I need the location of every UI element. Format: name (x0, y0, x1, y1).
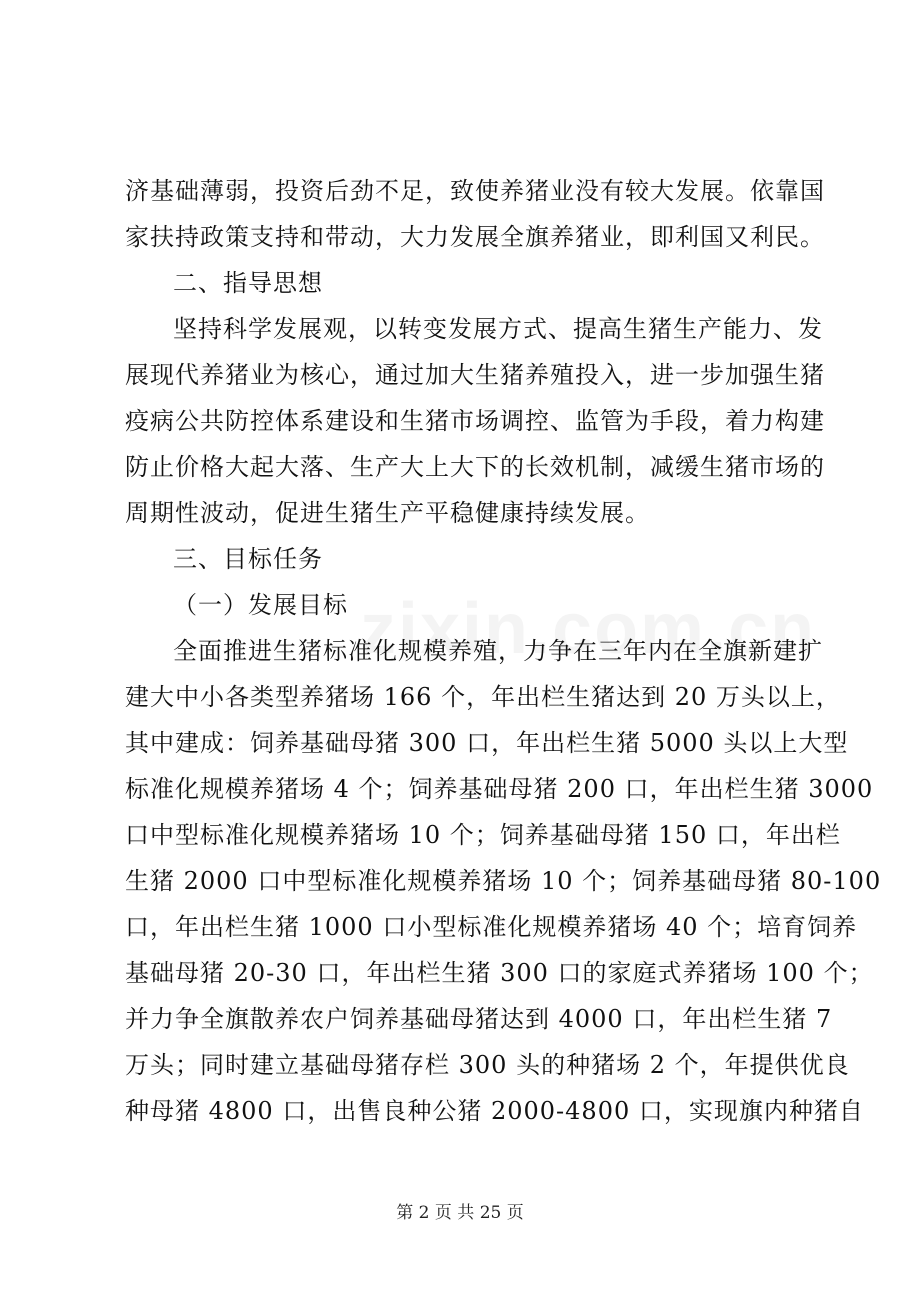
paragraph-line: 防止价格大起大落、生产大上大下的长效机制，减缓生猪市场的 (125, 453, 825, 481)
paragraph-line: 疫病公共防控体系建设和生猪市场调控、监管为手段，着力构建 (125, 407, 825, 435)
paragraph-line: 并力争全旗散养农户饲养基础母猪达到 4000 口，年出栏生猪 7 (125, 1005, 833, 1033)
paragraph-line: 全面推进生猪标准化规模养殖，力争在三年内在全旗新建扩 (173, 637, 823, 665)
paragraph-line: 其中建成：饲养基础母猪 300 口，年出栏生猪 5000 头以上大型 (125, 729, 849, 757)
paragraph-line: 展现代养猪业为核心，通过加大生猪养殖投入，进一步加强生猪 (125, 361, 825, 389)
subsection-heading: （一）发展目标 (173, 591, 348, 619)
paragraph-line: 万头；同时建立基础母猪存栏 300 头的种猪场 2 个，年提供优良 (125, 1051, 850, 1079)
paragraph-line: 家扶持政策支持和带动，大力发展全旗养猪业，即利国又利民。 (125, 223, 825, 251)
paragraph-line: 口中型标准化规模养猪场 10 个；饲养基础母猪 150 口，年出栏 (125, 821, 841, 849)
paragraph-line: 济基础薄弱，投资后劲不足，致使养猪业没有较大发展。依靠国 (125, 177, 825, 205)
page-number-footer: 第 2 页 共 25 页 (396, 1203, 524, 1223)
paragraph-line: 基础母猪 20-30 口，年出栏生猪 300 口的家庭式养猪场 100 个； (125, 959, 874, 987)
paragraph-line: 建大中小各类型养猪场 166 个，年出栏生猪达到 20 万头以上， (125, 683, 841, 711)
section-heading: 三、目标任务 (173, 545, 323, 573)
document-body (125, 168, 882, 1134)
paragraph-line: 标准化规模养猪场 4 个；饲养基础母猪 200 口，年出栏生猪 3000 (125, 775, 874, 803)
paragraph-line: 口，年出栏生猪 1000 口小型标准化规模养猪场 40 个；培育饲养 (125, 913, 858, 941)
paragraph-line: 种母猪 4800 口，出售良种公猪 2000-4800 口，实现旗内种猪自 (125, 1097, 864, 1125)
paragraph-line: 坚持科学发展观，以转变发展方式、提高生猪生产能力、发 (173, 315, 823, 343)
paragraph-line: 生猪 2000 口中型标准化规模养猪场 10 个；饲养基础母猪 80-100 (125, 867, 882, 895)
paragraph-line: 周期性波动，促进生猪生产平稳健康持续发展。 (125, 499, 650, 527)
section-heading: 二、指导思想 (173, 269, 323, 297)
